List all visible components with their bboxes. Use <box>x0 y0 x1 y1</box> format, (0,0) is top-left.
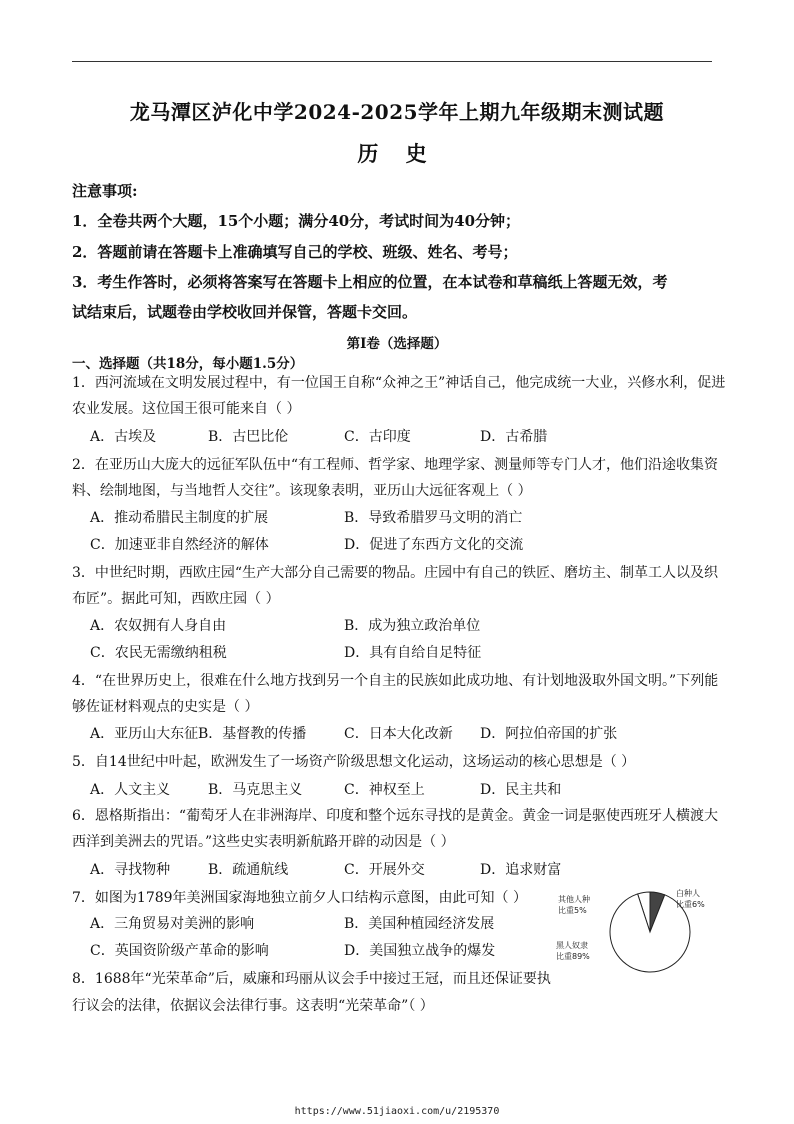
notice-item: 试结束后，试题卷由学校收回并保管，答题卡交回。 <box>72 303 418 321</box>
top-rule <box>72 61 712 62</box>
subject-title: 历 史 <box>357 141 437 166</box>
question-1-line: 农业发展。这位国王很可能来自（ ） <box>72 401 301 417</box>
label-black-slave-pct: 比重89% <box>556 952 590 961</box>
q7-option-a[interactable]: A．三角贸易对美洲的影响 <box>90 916 255 932</box>
question-4-line: 够佐证材料观点的史实是（ ） <box>72 699 259 715</box>
label-black-slave: 黑人奴隶 <box>556 941 588 950</box>
q1-option-c[interactable]: C．古印度 <box>344 429 411 445</box>
label-white-pct: 比重6% <box>676 900 705 909</box>
q6-option-a[interactable]: A．寻找物种 <box>90 862 171 878</box>
q5-option-a[interactable]: A．人文主义 <box>90 782 171 798</box>
footer-url[interactable]: https://www.51jiaoxi.com/u/2195370 <box>294 1106 500 1117</box>
q3-option-d[interactable]: D．具有自给自足特征 <box>344 645 482 661</box>
q5-option-b[interactable]: B．马克思主义 <box>208 782 303 798</box>
notice-item: 2．答题前请在答题卡上准确填写自己的学校、班级、姓名、考号； <box>72 243 518 261</box>
question-8-line: 行议会的法律，依据议会法律行事。这表明“光荣革命”（ ） <box>72 998 434 1014</box>
q3-option-b[interactable]: B．成为独立政治单位 <box>344 618 481 634</box>
question-2-line: 2．在亚历山大庞大的远征军队伍中“有工程师、哲学家、地理学家、测量师等专门人才，他们沿途收集资 <box>72 457 719 473</box>
q3-option-a[interactable]: A．农奴拥有人身自由 <box>90 618 227 634</box>
q6-option-c[interactable]: C．开展外交 <box>344 862 425 878</box>
q7-option-d[interactable]: D．美国独立战争的爆发 <box>344 943 496 959</box>
notice-item: 1．全卷共两个大题，15个小题；满分40分，考试时间为40分钟； <box>72 212 521 230</box>
label-white: 白种人 <box>676 889 700 898</box>
q1-option-b[interactable]: B．古巴比伦 <box>208 429 289 445</box>
q1-option-a[interactable]: A．古埃及 <box>90 429 157 445</box>
q4-option-c[interactable]: C．日本大化改新 <box>344 726 453 742</box>
label-other-race-pct: 比重5% <box>558 906 587 915</box>
notice-heading: 注意事项: <box>72 182 138 200</box>
q5-option-d[interactable]: D．民主共和 <box>480 782 562 798</box>
q7-option-b[interactable]: B．美国种植园经济发展 <box>344 916 495 932</box>
q4-option-d[interactable]: D．阿拉伯帝国的扩张 <box>480 726 618 742</box>
question-6-line: 西洋到美洲去的咒语。”这些史实表明新航路开辟的动因是（ ） <box>72 834 455 850</box>
q5-option-c[interactable]: C．神权至上 <box>344 782 425 798</box>
question-3-line: 布匠”。据此可知，西欧庄园（ ） <box>72 591 280 607</box>
population-pie-chart <box>548 880 728 980</box>
section-title: 第Ⅰ卷（选择题） <box>346 336 448 352</box>
question-2-line: 料、绘制地图，与当地哲人交往”。该现象表明，亚历山大远征客观上（ ） <box>72 483 532 499</box>
q4-option-a[interactable]: A．亚历山大东征 <box>90 726 199 742</box>
question-5-line: 5．自14世纪中叶起，欧洲发生了一场资产阶级思想文化运动，这场运动的核心思想是（ ） <box>72 754 636 770</box>
part-heading: 一、选择题（共18分，每小题1.5分） <box>72 356 304 372</box>
q4-option-b[interactable]: B．基督教的传播 <box>198 726 307 742</box>
q2-option-d[interactable]: D．促进了东西方文化的交流 <box>344 537 524 553</box>
q1-option-d[interactable]: D．古希腊 <box>480 429 548 445</box>
q3-option-c[interactable]: C．农民无需缴纳租税 <box>90 645 227 661</box>
question-1-line: 1．西河流域在文明发展过程中，有一位国王自称“众神之王”神话自己，他完成统一大业，兴修水利，促进 <box>72 375 726 391</box>
question-3-line: 3．中世纪时期，西欧庄园“生产大部分自己需要的物品。庄园中有自己的铁匠、磨坊主、制革工人以及织 <box>72 565 719 581</box>
exam-title: 龙马潭区泸化中学2024-2025学年上期九年级期末测试题 <box>129 100 665 124</box>
q2-option-c[interactable]: C．加速亚非自然经济的解体 <box>90 537 269 553</box>
q2-option-a[interactable]: A．推动希腊民主制度的扩展 <box>90 510 269 526</box>
q6-option-b[interactable]: B．疏通航线 <box>208 862 289 878</box>
notice-item: 3．考生作答时，必须将答案写在答题卡上相应的位置，在本试卷和草稿纸上答题无效，考 <box>72 273 668 291</box>
q6-option-d[interactable]: D．追求财富 <box>480 862 562 878</box>
q7-option-c[interactable]: C．英国资阶级产革命的影响 <box>90 943 269 959</box>
q2-option-b[interactable]: B．导致希腊罗马文明的消亡 <box>344 510 523 526</box>
question-8-line: 8．1688年“光荣革命”后，威廉和玛丽从议会手中接过王冠，而且还保证要执 <box>72 971 551 987</box>
question-4-line: 4．“在世界历史上，很难在什么地方找到另一个自主的民族如此成功地、有计划地汲取外国文明。”下列能 <box>72 673 719 689</box>
question-7-line: 7．如图为1789年美洲国家海地独立前夕人口结构示意图，由此可知（ ） <box>72 890 527 906</box>
question-6-line: 6．恩格斯指出：“葡萄牙人在非洲海岸、印度和整个远东寻找的是黄金。黄金一词是驱使西班牙人横渡大 <box>72 808 719 824</box>
label-other-race: 其他人种 <box>558 895 590 904</box>
